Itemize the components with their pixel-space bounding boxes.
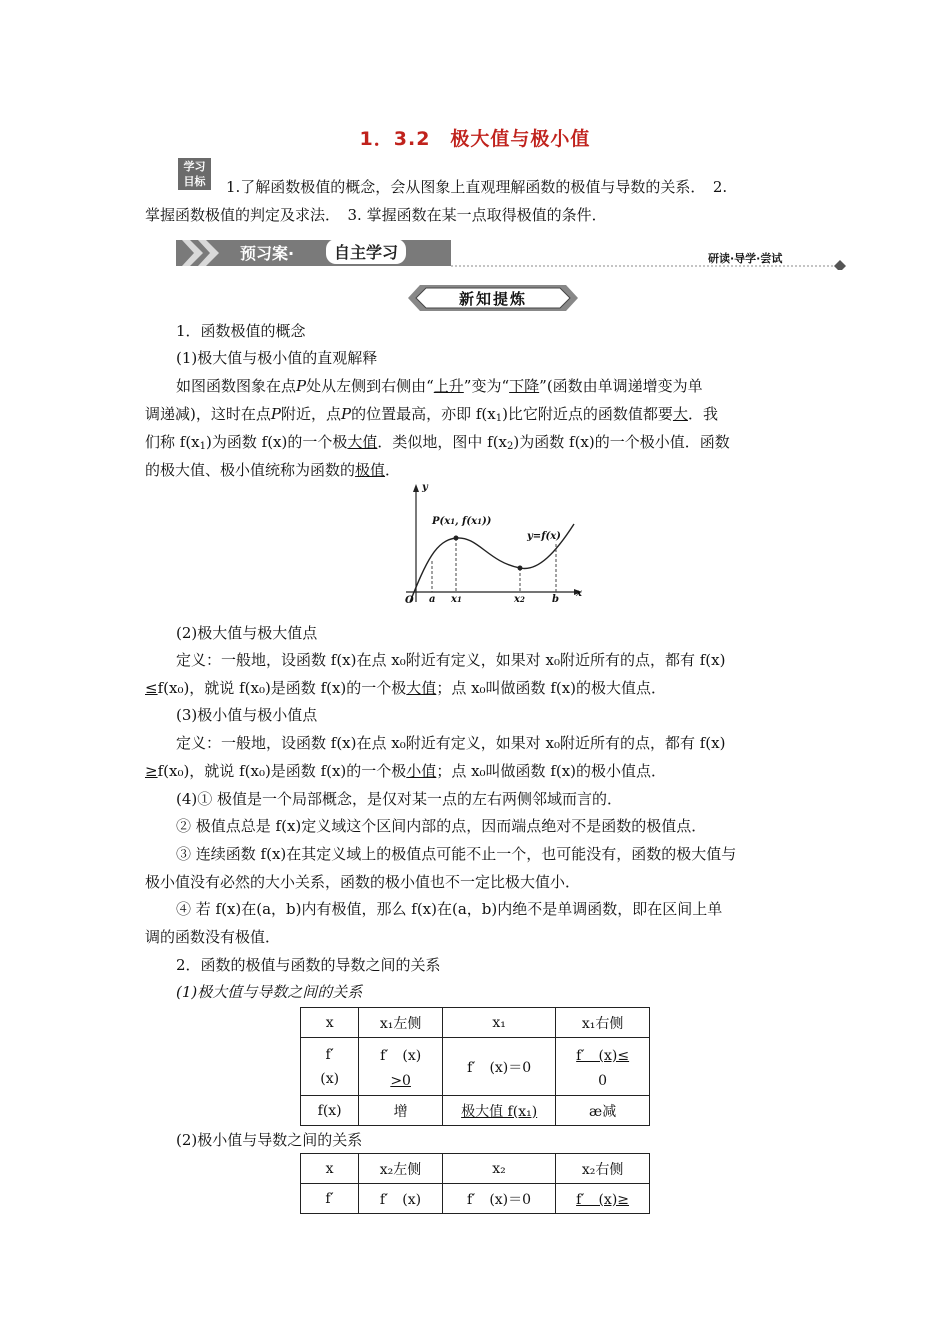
t1-r1c1: f′ (x) >0 [359,1038,443,1096]
graph-a-label: a [429,594,436,605]
note-4b: 调的函数没有极值． [145,928,281,946]
def1-line1: 定义：一般地，设函数 f(x)在点 x₀附近有定义，如果对 x₀附近所有的点，都有 f(x) [176,651,726,669]
graph-x2-label: x2 [514,594,525,605]
para1-line3: 们称 $f(x_1)$为函数 f(x)的一个极大值．类似地，图中 $f(x_2)$为函数 f(x)的一个极小值．函数 [145,433,730,452]
note-3a: ③ 连续函数 f(x)在其定义域上的极值点可能不止一个，也可能没有，函数的极大值与 [176,845,737,863]
t2-h2: x₂ [442,1154,555,1184]
t2-r1c0: f′ [301,1184,359,1214]
s2-sub2: (2)极小值与导数之间的关系 [176,1131,363,1149]
badge-line1: 学习 [183,160,206,173]
s1-sub3: (3)极小值与极小值点 [176,706,318,724]
s2-heading: 2．函数的极值与函数的导数之间的关系 [176,956,441,974]
t2-h3: x₂右侧 [556,1154,650,1184]
graph-y-label: y [422,482,428,493]
s2-sub1: (1)极大值与导数之间的关系 [176,983,363,1001]
para1-line1: 如图函数图象在点P处从左侧到右侧由“上升”变为“下降”(函数由单调递增变为单 [176,377,703,395]
function-graph [396,482,586,612]
objectives-line1: 1.了解函数极值的概念，会从图象上直观理解函数的极值与导数的关系． 2. [226,178,728,196]
t2-r1c2: f′ (x)＝0 [442,1184,555,1214]
graph-curve-label: y=f(x) [527,531,561,542]
t1-r1c2: f′ (x)＝0 [443,1038,556,1096]
banner-right-label: 研读·导学·尝试 [708,252,783,265]
badge-line2: 目标 [183,175,206,188]
note-4a: ④ 若 f(x)在(a，b)内有极值，那么 f(x)在(a，b)内绝不是单调函数，即在区间上单 [176,900,723,918]
graph-origin-label: O [405,595,414,606]
t2-r1c1: f′ (x) [359,1184,443,1214]
section-label: 新知提炼 [458,290,527,308]
banner-left-label: 预习案· [240,244,295,263]
t1-h2: x₁ [443,1008,556,1038]
para1-line2: 调递减)，这时在点P附近，点P的位置最高，亦即 $f(x_1)$比它附近点的函数值都要大．我 [145,405,718,424]
objectives-line2: 掌握函数极值的判定及求法． 3. 掌握函数在某一点取得极值的条件． [145,206,607,224]
t1-h1: x₁左侧 [359,1008,443,1038]
def2-line1: 定义：一般地，设函数 f(x)在点 x₀附近有定义，如果对 x₀附近所有的点，都有 f(x) [176,734,726,752]
t1-r2c1: 增 [359,1096,443,1126]
table-min [300,1153,650,1214]
t1-r1c3: f′ (x)≤ 0 [556,1038,650,1096]
t1-r2c2: 极大值 f(x₁) [443,1096,556,1126]
banner-main-label: 自主学习 [326,239,406,264]
note-1: (4)① 极值是一个局部概念，是仅对某一点的左右两侧邻域而言的． [176,790,623,808]
max-point [454,536,459,541]
para1-line4: 的极大值、极小值统称为函数的极值． [145,461,401,479]
t2-h0: x [301,1154,359,1184]
t2-r1c3: f′ (x)≥ [556,1184,650,1214]
note-2: ② 极值点总是 f(x)定义域这个区间内部的点，因而端点绝对不是函数的极值点． [176,817,707,835]
page-title: 1．3.2 极大值与极小值 [359,128,591,150]
graph-x1-label: x1 [451,594,462,605]
def1-line2: ≤f(x₀)，就说 f(x₀)是函数 f(x)的一个极大值；点 x₀叫做函数 f(x)的极大值点． [145,679,667,697]
t1-h3: x₁右侧 [556,1008,650,1038]
graph-point-label: P(x1, f(x1)) [432,516,492,527]
t2-h1: x₂左侧 [359,1154,443,1184]
s1-sub2: (2)极大值与极大值点 [176,624,318,642]
t1-r2c0: f(x) [301,1096,359,1126]
learning-goal-badge [178,158,211,190]
t1-r1c0: f′ (x) [301,1038,359,1096]
graph-x-label: x [576,588,582,599]
s1-sub1: (1)极大值与极小值的直观解释 [176,349,378,367]
def2-line2: ≥f(x₀)，就说 f(x₀)是函数 f(x)的一个极小值；点 x₀叫做函数 f(x)的极小值点． [145,762,667,780]
t1-r2c3: æ减 [556,1096,650,1126]
table-max [300,1007,650,1126]
graph-b-label: b [552,594,559,605]
t1-h0: x [301,1008,359,1038]
note-3b: 极小值没有必然的大小关系，函数的极小值也不一定比极大值小． [145,873,581,891]
s1-heading: 1．函数极值的概念 [176,322,306,340]
min-point [518,566,523,571]
